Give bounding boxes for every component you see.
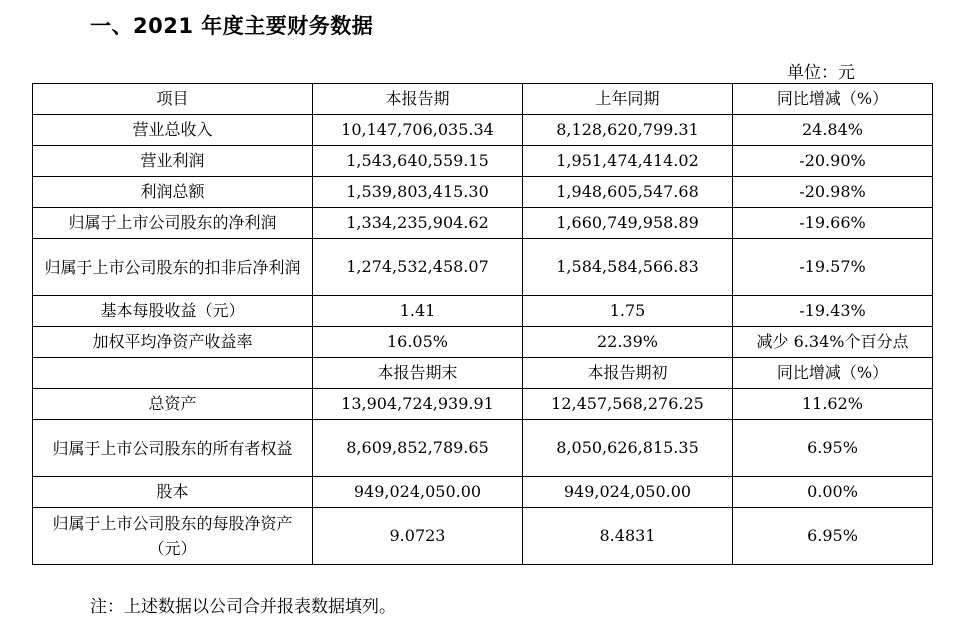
row-label: 营业总收入 — [33, 115, 313, 146]
period-end-value: 949,024,050.00 — [313, 477, 523, 508]
footnote: 注：上述数据以公司合并报表数据填列。 — [90, 597, 396, 617]
table-subheader-row — [33, 358, 933, 389]
row-label: 股本 — [33, 477, 313, 508]
row-label: 归属于上市公司股东的所有者权益 — [33, 420, 313, 477]
yoy-change-value: -19.43% — [733, 296, 933, 327]
current-period-value: 1,539,803,415.30 — [313, 177, 523, 208]
header-cell: 项目 — [33, 84, 313, 115]
table-row — [33, 239, 933, 296]
prior-period-value: 1,951,474,414.02 — [523, 146, 733, 177]
prior-period-value: 1.75 — [523, 296, 733, 327]
financial-data-table — [32, 83, 933, 565]
yoy-change-value: -19.66% — [733, 208, 933, 239]
header-cell: 同比增减（%） — [733, 358, 933, 389]
yoy-change-value: -20.90% — [733, 146, 933, 177]
table-row — [33, 389, 933, 420]
header-cell: 本报告期初 — [523, 358, 733, 389]
current-period-value: 1,334,235,904.62 — [313, 208, 523, 239]
period-start-value: 949,024,050.00 — [523, 477, 733, 508]
current-period-value: 1,274,532,458.07 — [313, 239, 523, 296]
table-row — [33, 146, 933, 177]
period-start-value: 12,457,568,276.25 — [523, 389, 733, 420]
prior-period-value: 22.39% — [523, 327, 733, 358]
period-end-value: 9.0723 — [313, 508, 523, 565]
prior-period-value: 8,128,620,799.31 — [523, 115, 733, 146]
header-cell: 本报告期 — [313, 84, 523, 115]
unit-label: 单位：元 — [787, 63, 855, 83]
row-label: 营业利润 — [33, 146, 313, 177]
row-label: 归属于上市公司股东的每股净资产（元） — [33, 508, 313, 565]
period-start-value: 8.4831 — [523, 508, 733, 565]
row-label: 基本每股收益（元） — [33, 296, 313, 327]
row-label: 加权平均净资产收益率 — [33, 327, 313, 358]
header-cell: 上年同期 — [523, 84, 733, 115]
table-row — [33, 508, 933, 565]
yoy-change-value: 减少 6.34%个百分点 — [733, 327, 933, 358]
prior-period-value: 1,660,749,958.89 — [523, 208, 733, 239]
yoy-change-value: 11.62% — [733, 389, 933, 420]
page-title: 一、2021 年度主要财务数据 — [90, 14, 374, 38]
prior-period-value: 1,948,605,547.68 — [523, 177, 733, 208]
table-row — [33, 208, 933, 239]
period-end-value: 8,609,852,789.65 — [313, 420, 523, 477]
current-period-value: 1,543,640,559.15 — [313, 146, 523, 177]
prior-period-value: 1,584,584,566.83 — [523, 239, 733, 296]
table-row — [33, 177, 933, 208]
current-period-value: 16.05% — [313, 327, 523, 358]
table-row — [33, 115, 933, 146]
period-start-value: 8,050,626,815.35 — [523, 420, 733, 477]
table-row — [33, 477, 933, 508]
current-period-value: 10,147,706,035.34 — [313, 115, 523, 146]
yoy-change-value: 6.95% — [733, 420, 933, 477]
yoy-change-value: -20.98% — [733, 177, 933, 208]
yoy-change-value: 0.00% — [733, 477, 933, 508]
table-row — [33, 296, 933, 327]
header-cell: 同比增减（%） — [733, 84, 933, 115]
row-label: 利润总额 — [33, 177, 313, 208]
row-label: 总资产 — [33, 389, 313, 420]
row-label: 归属于上市公司股东的扣非后净利润 — [33, 239, 313, 296]
yoy-change-value: 24.84% — [733, 115, 933, 146]
period-end-value: 13,904,724,939.91 — [313, 389, 523, 420]
yoy-change-value: 6.95% — [733, 508, 933, 565]
current-period-value: 1.41 — [313, 296, 523, 327]
table-row — [33, 327, 933, 358]
header-cell: 本报告期末 — [313, 358, 523, 389]
table-header-row — [33, 84, 933, 115]
table-row — [33, 420, 933, 477]
header-cell — [33, 358, 313, 389]
row-label: 归属于上市公司股东的净利润 — [33, 208, 313, 239]
yoy-change-value: -19.57% — [733, 239, 933, 296]
